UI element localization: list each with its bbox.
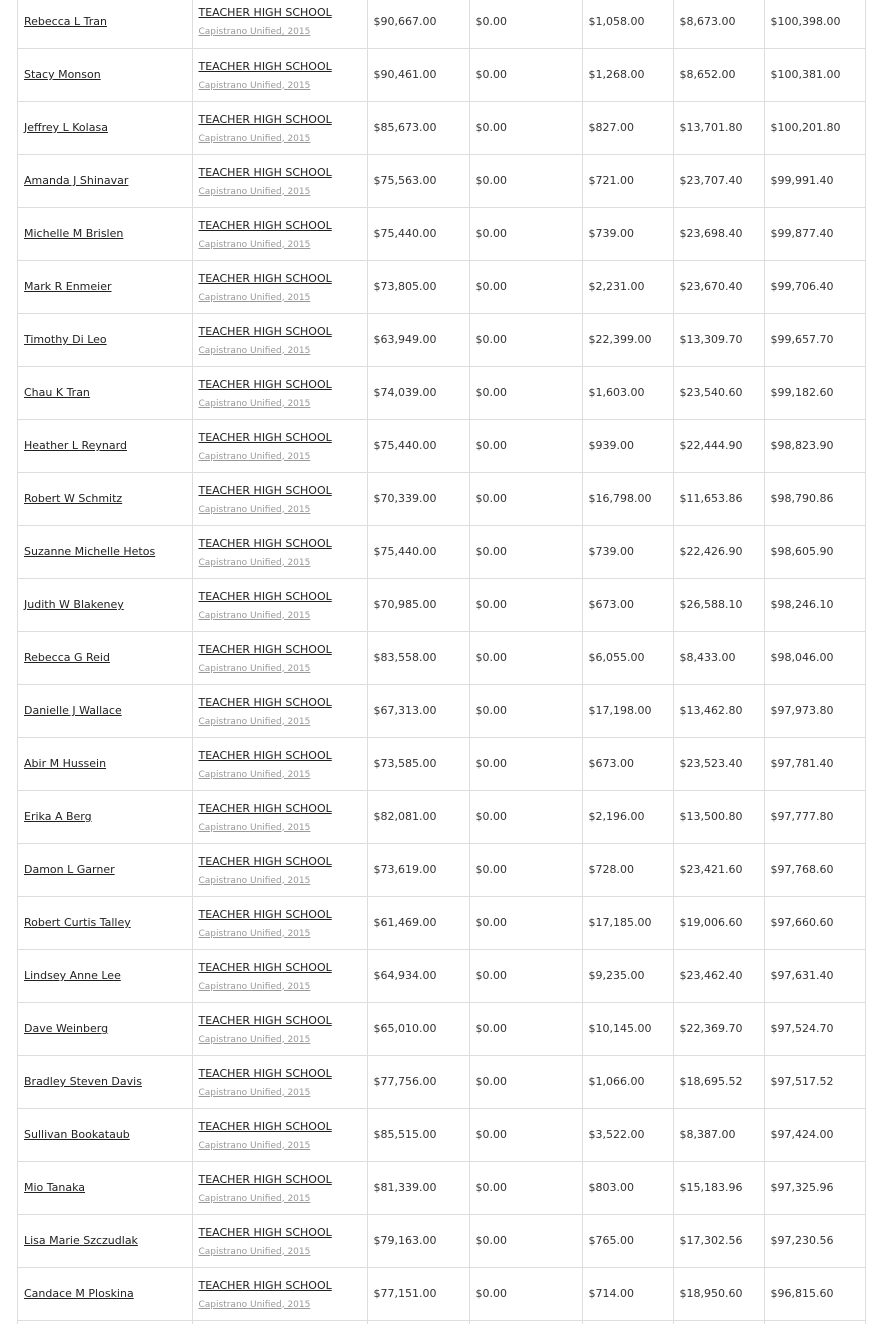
benefits-pay-cell: $18,950.60 [673, 1267, 764, 1320]
regular-pay-cell: $74,039.00 [367, 366, 469, 419]
overtime-pay-cell: $0.00 [469, 154, 582, 207]
overtime-pay-cell: $0.00 [469, 0, 582, 48]
other-pay-cell: $673.00 [582, 578, 673, 631]
overtime-pay-cell: $0.00 [469, 631, 582, 684]
job-title-link[interactable]: TEACHER HIGH SCHOOL [198, 1172, 332, 1186]
other-pay-cell: $2,196.00 [582, 790, 673, 843]
other-pay-cell: $827.00 [582, 101, 673, 154]
agency-year-link[interactable]: Capistrano Unified, 2015 [198, 133, 311, 144]
total-pay-cell: $97,631.40 [764, 949, 865, 1002]
job-title-link[interactable]: TEACHER HIGH SCHOOL [198, 854, 332, 868]
job-title-link[interactable]: TEACHER HIGH SCHOOL [198, 165, 332, 179]
total-pay-cell: $97,781.40 [764, 737, 865, 790]
employee-name-cell [18, 207, 192, 260]
job-title-link[interactable]: TEACHER HIGH SCHOOL [198, 1119, 332, 1133]
job-title-link[interactable]: TEACHER HIGH SCHOOL [198, 218, 332, 232]
employee-name-link[interactable]: Lisa Marie Szczudlak [24, 1234, 138, 1247]
total-pay-cell: $98,790.86 [764, 472, 865, 525]
other-pay-cell: $1,268.00 [582, 48, 673, 101]
benefits-pay-cell [673, 1320, 764, 1324]
job-title-cell [192, 896, 367, 949]
table-row [18, 0, 865, 48]
total-pay-cell: $96,815.60 [764, 1267, 865, 1320]
job-title-cell [192, 472, 367, 525]
table-row [18, 631, 865, 684]
regular-pay-cell: $73,805.00 [367, 260, 469, 313]
job-title-cell [192, 313, 367, 366]
overtime-pay-cell: $0.00 [469, 101, 582, 154]
employee-name-cell [18, 790, 192, 843]
table-row [18, 366, 865, 419]
salary-table-container [17, 0, 866, 1324]
benefits-pay-cell: $23,540.60 [673, 366, 764, 419]
overtime-pay-cell: $0.00 [469, 578, 582, 631]
employee-name-cell [18, 1320, 192, 1324]
regular-pay-cell: $65,010.00 [367, 1002, 469, 1055]
other-pay-cell: $673.00 [582, 737, 673, 790]
table-row [18, 843, 865, 896]
job-title-cell [192, 1214, 367, 1267]
employee-name-cell [18, 0, 192, 48]
benefits-pay-cell: $23,462.40 [673, 949, 764, 1002]
table-row [18, 472, 865, 525]
job-title-cell [192, 949, 367, 1002]
table-row [18, 790, 865, 843]
overtime-pay-cell: $0.00 [469, 1055, 582, 1108]
job-title-cell [192, 419, 367, 472]
table-row [18, 1267, 865, 1320]
other-pay-cell [582, 1320, 673, 1324]
overtime-pay-cell: $0.00 [469, 949, 582, 1002]
total-pay-cell: $97,230.56 [764, 1214, 865, 1267]
job-title-cell [192, 684, 367, 737]
table-row [18, 101, 865, 154]
overtime-pay-cell: $0.00 [469, 896, 582, 949]
regular-pay-cell: $75,440.00 [367, 207, 469, 260]
total-pay-cell: $97,524.70 [764, 1002, 865, 1055]
job-title-cell [192, 366, 367, 419]
employee-name-link[interactable]: Chau K Tran [24, 386, 90, 399]
job-title-cell [192, 737, 367, 790]
employee-name-cell [18, 154, 192, 207]
job-title-cell [192, 48, 367, 101]
agency-year-link[interactable]: Capistrano Unified, 2015 [198, 398, 311, 409]
total-pay-cell: $98,246.10 [764, 578, 865, 631]
agency-year-link[interactable]: Capistrano Unified, 2015 [198, 557, 311, 568]
total-pay-cell: $97,777.80 [764, 790, 865, 843]
job-title-cell [192, 1055, 367, 1108]
overtime-pay-cell: $0.00 [469, 1214, 582, 1267]
benefits-pay-cell: $18,695.52 [673, 1055, 764, 1108]
employee-name-link[interactable]: Judith W Blakeney [24, 598, 124, 611]
job-title-cell [192, 578, 367, 631]
table-row [18, 684, 865, 737]
employee-name-cell [18, 1267, 192, 1320]
other-pay-cell: $728.00 [582, 843, 673, 896]
agency-year-link[interactable]: Capistrano Unified, 2015 [198, 716, 311, 727]
agency-year-link[interactable]: Capistrano Unified, 2015 [198, 80, 311, 91]
job-title-cell [192, 631, 367, 684]
agency-year-link[interactable]: Capistrano Unified, 2015 [198, 504, 311, 515]
employee-name-link[interactable]: Abir M Hussein [24, 757, 107, 770]
table-row [18, 737, 865, 790]
employee-name-link[interactable]: Jeffrey L Kolasa [24, 121, 108, 134]
agency-year-link[interactable]: Capistrano Unified, 2015 [198, 769, 311, 780]
employee-name-link[interactable]: Amanda J Shinavar [24, 174, 129, 187]
job-title-link[interactable]: TEACHER HIGH SCHOOL [198, 377, 332, 391]
employee-name-cell [18, 101, 192, 154]
employee-name-cell [18, 419, 192, 472]
job-title-cell [192, 154, 367, 207]
agency-year-link[interactable]: Capistrano Unified, 2015 [198, 610, 311, 621]
employee-name-link[interactable]: Rebecca L Tran [24, 14, 107, 28]
benefits-pay-cell: $8,433.00 [673, 631, 764, 684]
total-pay-cell: $100,398.00 [764, 0, 865, 48]
regular-pay-cell: $75,440.00 [367, 419, 469, 472]
other-pay-cell: $1,066.00 [582, 1055, 673, 1108]
table-row [18, 260, 865, 313]
total-pay-cell: $97,325.96 [764, 1161, 865, 1214]
table-row [18, 578, 865, 631]
salary-table [18, 0, 865, 1324]
employee-name-cell [18, 1108, 192, 1161]
job-title-link[interactable]: TEACHER HIGH SCHOOL [198, 589, 332, 603]
benefits-pay-cell: $8,652.00 [673, 48, 764, 101]
regular-pay-cell: $85,673.00 [367, 101, 469, 154]
job-title-cell [192, 525, 367, 578]
other-pay-cell: $16,798.00 [582, 472, 673, 525]
overtime-pay-cell: $0.00 [469, 737, 582, 790]
agency-year-link[interactable]: Capistrano Unified, 2015 [198, 1246, 311, 1257]
table-row [18, 1214, 865, 1267]
overtime-pay-cell: $0.00 [469, 419, 582, 472]
overtime-pay-cell: $0.00 [469, 260, 582, 313]
total-pay-cell: $97,517.52 [764, 1055, 865, 1108]
employee-name-cell [18, 1214, 192, 1267]
agency-year-link[interactable]: Capistrano Unified, 2015 [198, 875, 311, 886]
job-title-cell [192, 1320, 367, 1324]
total-pay-cell: $99,991.40 [764, 154, 865, 207]
total-pay-cell: $100,201.80 [764, 101, 865, 154]
benefits-pay-cell: $23,523.40 [673, 737, 764, 790]
regular-pay-cell: $79,163.00 [367, 1214, 469, 1267]
job-title-link[interactable]: TEACHER HIGH SCHOOL [198, 112, 332, 126]
employee-name-link[interactable]: Timothy Di Leo [24, 333, 107, 346]
regular-pay-cell: $64,934.00 [367, 949, 469, 1002]
total-pay-cell: $97,768.60 [764, 843, 865, 896]
total-pay-cell: $98,605.90 [764, 525, 865, 578]
other-pay-cell: $3,522.00 [582, 1108, 673, 1161]
agency-year-link[interactable]: Capistrano Unified, 2015 [198, 345, 311, 356]
overtime-pay-cell: $0.00 [469, 207, 582, 260]
employee-name-link[interactable]: Robert Curtis Talley [24, 916, 131, 929]
other-pay-cell: $939.00 [582, 419, 673, 472]
other-pay-cell: $739.00 [582, 207, 673, 260]
employee-name-link[interactable]: Rebecca G Reid [24, 651, 110, 664]
job-title-cell [192, 207, 367, 260]
employee-name-link[interactable]: Candace M Ploskina [24, 1287, 134, 1300]
agency-year-link[interactable]: Capistrano Unified, 2015 [198, 663, 311, 674]
job-title-link[interactable]: TEACHER HIGH SCHOOL [198, 1013, 332, 1027]
job-title-link[interactable]: TEACHER HIGH SCHOOL [198, 430, 332, 444]
employee-name-cell [18, 366, 192, 419]
overtime-pay-cell: $0.00 [469, 1002, 582, 1055]
agency-year-link[interactable]: Capistrano Unified, 2015 [198, 1140, 311, 1151]
job-title-link[interactable]: TEACHER HIGH SCHOOL [198, 748, 332, 762]
other-pay-cell: $1,603.00 [582, 366, 673, 419]
job-title-cell [192, 1161, 367, 1214]
job-title-cell [192, 101, 367, 154]
employee-name-link[interactable]: Heather L Reynard [24, 439, 127, 452]
table-row [18, 1161, 865, 1214]
employee-name-cell [18, 631, 192, 684]
benefits-pay-cell: $22,369.70 [673, 1002, 764, 1055]
agency-year-link[interactable]: Capistrano Unified, 2015 [198, 1193, 311, 1204]
agency-year-link[interactable]: Capistrano Unified, 2015 [198, 27, 311, 37]
table-row [18, 525, 865, 578]
overtime-pay-cell: $0.00 [469, 472, 582, 525]
employee-name-link[interactable]: Sullivan Bookataub [24, 1128, 130, 1141]
job-title-cell [192, 790, 367, 843]
benefits-pay-cell: $13,462.80 [673, 684, 764, 737]
other-pay-cell: $17,185.00 [582, 896, 673, 949]
employee-name-cell [18, 1055, 192, 1108]
job-title-link[interactable]: TEACHER HIGH SCHOOL [198, 6, 332, 19]
job-title-link[interactable]: TEACHER HIGH SCHOOL [198, 960, 332, 974]
employee-name-cell [18, 525, 192, 578]
regular-pay-cell [367, 1320, 469, 1324]
regular-pay-cell: $75,440.00 [367, 525, 469, 578]
overtime-pay-cell [469, 1320, 582, 1324]
employee-name-link[interactable]: Dave Weinberg [24, 1022, 109, 1035]
employee-name-cell [18, 1002, 192, 1055]
agency-year-link[interactable]: Capistrano Unified, 2015 [198, 292, 311, 303]
benefits-pay-cell: $8,387.00 [673, 1108, 764, 1161]
other-pay-cell: $714.00 [582, 1267, 673, 1320]
employee-name-link[interactable]: Stacy Monson [24, 68, 101, 81]
agency-year-link[interactable]: Capistrano Unified, 2015 [198, 1034, 311, 1045]
regular-pay-cell: $70,985.00 [367, 578, 469, 631]
total-pay-cell: $99,182.60 [764, 366, 865, 419]
job-title-link[interactable]: TEACHER HIGH SCHOOL [198, 801, 332, 815]
regular-pay-cell: $75,563.00 [367, 154, 469, 207]
total-pay-cell: $99,706.40 [764, 260, 865, 313]
job-title-cell [192, 1267, 367, 1320]
employee-name-link[interactable]: Danielle J Wallace [24, 704, 122, 717]
table-row [18, 48, 865, 101]
job-title-link[interactable]: TEACHER HIGH SCHOOL [198, 324, 332, 338]
agency-year-link[interactable]: Capistrano Unified, 2015 [198, 451, 311, 462]
regular-pay-cell: $67,313.00 [367, 684, 469, 737]
other-pay-cell: $22,399.00 [582, 313, 673, 366]
table-row [18, 1055, 865, 1108]
job-title-cell [192, 260, 367, 313]
employee-name-link[interactable]: Suzanne Michelle Hetos [24, 545, 156, 558]
benefits-pay-cell: $17,302.56 [673, 1214, 764, 1267]
regular-pay-cell: $77,151.00 [367, 1267, 469, 1320]
employee-name-link[interactable]: Robert W Schmitz [24, 492, 123, 505]
employee-name-cell [18, 1161, 192, 1214]
table-row [18, 1320, 865, 1324]
job-title-cell [192, 843, 367, 896]
overtime-pay-cell: $0.00 [469, 313, 582, 366]
benefits-pay-cell: $11,653.86 [673, 472, 764, 525]
regular-pay-cell: $82,081.00 [367, 790, 469, 843]
job-title-link[interactable]: TEACHER HIGH SCHOOL [198, 483, 332, 497]
total-pay-cell: $98,046.00 [764, 631, 865, 684]
regular-pay-cell: $73,585.00 [367, 737, 469, 790]
overtime-pay-cell: $0.00 [469, 1108, 582, 1161]
total-pay-cell: $99,657.70 [764, 313, 865, 366]
employee-name-link[interactable]: Lindsey Anne Lee [24, 969, 121, 982]
total-pay-cell: $97,424.00 [764, 1108, 865, 1161]
agency-year-link[interactable]: Capistrano Unified, 2015 [198, 928, 311, 939]
overtime-pay-cell: $0.00 [469, 1161, 582, 1214]
job-title-link[interactable]: TEACHER HIGH SCHOOL [198, 907, 332, 921]
benefits-pay-cell: $23,421.60 [673, 843, 764, 896]
overtime-pay-cell: $0.00 [469, 843, 582, 896]
other-pay-cell: $10,145.00 [582, 1002, 673, 1055]
overtime-pay-cell: $0.00 [469, 1267, 582, 1320]
benefits-pay-cell: $22,426.90 [673, 525, 764, 578]
table-row [18, 419, 865, 472]
benefits-pay-cell: $23,707.40 [673, 154, 764, 207]
employee-name-link[interactable]: Mio Tanaka [24, 1181, 86, 1194]
regular-pay-cell: $85,515.00 [367, 1108, 469, 1161]
agency-year-link[interactable]: Capistrano Unified, 2015 [198, 981, 311, 992]
employee-name-link[interactable]: Erika A Berg [24, 810, 92, 823]
other-pay-cell: $739.00 [582, 525, 673, 578]
table-row [18, 1002, 865, 1055]
benefits-pay-cell: $26,588.10 [673, 578, 764, 631]
employee-name-link[interactable]: Michelle M Brislen [24, 227, 124, 240]
agency-year-link[interactable]: Capistrano Unified, 2015 [198, 1087, 311, 1098]
other-pay-cell: $9,235.00 [582, 949, 673, 1002]
employee-name-cell [18, 843, 192, 896]
other-pay-cell: $765.00 [582, 1214, 673, 1267]
other-pay-cell: $2,231.00 [582, 260, 673, 313]
job-title-cell [192, 1108, 367, 1161]
job-title-link[interactable]: TEACHER HIGH SCHOOL [198, 536, 332, 550]
other-pay-cell: $1,058.00 [582, 0, 673, 48]
total-pay-cell: $98,823.90 [764, 419, 865, 472]
agency-year-link[interactable]: Capistrano Unified, 2015 [198, 239, 311, 250]
job-title-link[interactable]: TEACHER HIGH SCHOOL [198, 1066, 332, 1080]
regular-pay-cell: $83,558.00 [367, 631, 469, 684]
salary-table-body [18, 0, 865, 1324]
regular-pay-cell: $61,469.00 [367, 896, 469, 949]
table-row [18, 313, 865, 366]
overtime-pay-cell: $0.00 [469, 366, 582, 419]
employee-name-link[interactable]: Bradley Steven Davis [24, 1075, 142, 1088]
employee-name-link[interactable]: Mark R Enmeier [24, 280, 112, 293]
employee-name-cell [18, 313, 192, 366]
benefits-pay-cell: $15,183.96 [673, 1161, 764, 1214]
overtime-pay-cell: $0.00 [469, 525, 582, 578]
regular-pay-cell: $90,461.00 [367, 48, 469, 101]
benefits-pay-cell: $19,006.60 [673, 896, 764, 949]
benefits-pay-cell: $22,444.90 [673, 419, 764, 472]
employee-name-cell [18, 737, 192, 790]
employee-name-cell [18, 896, 192, 949]
agency-year-link[interactable]: Capistrano Unified, 2015 [198, 1299, 311, 1310]
employee-name-link[interactable]: Damon L Garner [24, 863, 115, 876]
job-title-link[interactable]: TEACHER HIGH SCHOOL [198, 695, 332, 709]
table-row [18, 1108, 865, 1161]
other-pay-cell: $17,198.00 [582, 684, 673, 737]
job-title-link[interactable]: TEACHER HIGH SCHOOL [198, 271, 332, 285]
job-title-cell [192, 1002, 367, 1055]
job-title-link[interactable]: TEACHER HIGH SCHOOL [198, 642, 332, 656]
agency-year-link[interactable]: Capistrano Unified, 2015 [198, 822, 311, 833]
table-row [18, 207, 865, 260]
overtime-pay-cell: $0.00 [469, 48, 582, 101]
job-title-link[interactable]: TEACHER HIGH SCHOOL [198, 1278, 332, 1292]
regular-pay-cell: $70,339.00 [367, 472, 469, 525]
benefits-pay-cell: $13,701.80 [673, 101, 764, 154]
employee-name-cell [18, 684, 192, 737]
benefits-pay-cell: $13,309.70 [673, 313, 764, 366]
regular-pay-cell: $63,949.00 [367, 313, 469, 366]
job-title-cell [192, 0, 367, 48]
job-title-link[interactable]: TEACHER HIGH SCHOOL [198, 59, 332, 73]
total-pay-cell: $97,973.80 [764, 684, 865, 737]
benefits-pay-cell: $8,673.00 [673, 0, 764, 48]
other-pay-cell: $803.00 [582, 1161, 673, 1214]
benefits-pay-cell: $13,500.80 [673, 790, 764, 843]
agency-year-link[interactable]: Capistrano Unified, 2015 [198, 186, 311, 197]
total-pay-cell: $100,381.00 [764, 48, 865, 101]
regular-pay-cell: $73,619.00 [367, 843, 469, 896]
table-row [18, 154, 865, 207]
employee-name-cell [18, 949, 192, 1002]
employee-name-cell [18, 260, 192, 313]
total-pay-cell [764, 1320, 865, 1324]
regular-pay-cell: $90,667.00 [367, 0, 469, 48]
benefits-pay-cell: $23,670.40 [673, 260, 764, 313]
total-pay-cell: $97,660.60 [764, 896, 865, 949]
other-pay-cell: $721.00 [582, 154, 673, 207]
overtime-pay-cell: $0.00 [469, 684, 582, 737]
overtime-pay-cell: $0.00 [469, 790, 582, 843]
total-pay-cell: $99,877.40 [764, 207, 865, 260]
employee-name-cell [18, 578, 192, 631]
other-pay-cell: $6,055.00 [582, 631, 673, 684]
table-row [18, 949, 865, 1002]
benefits-pay-cell: $23,698.40 [673, 207, 764, 260]
employee-name-cell [18, 472, 192, 525]
job-title-link[interactable]: TEACHER HIGH SCHOOL [198, 1225, 332, 1239]
table-row [18, 896, 865, 949]
employee-name-cell [18, 48, 192, 101]
regular-pay-cell: $77,756.00 [367, 1055, 469, 1108]
regular-pay-cell: $81,339.00 [367, 1161, 469, 1214]
